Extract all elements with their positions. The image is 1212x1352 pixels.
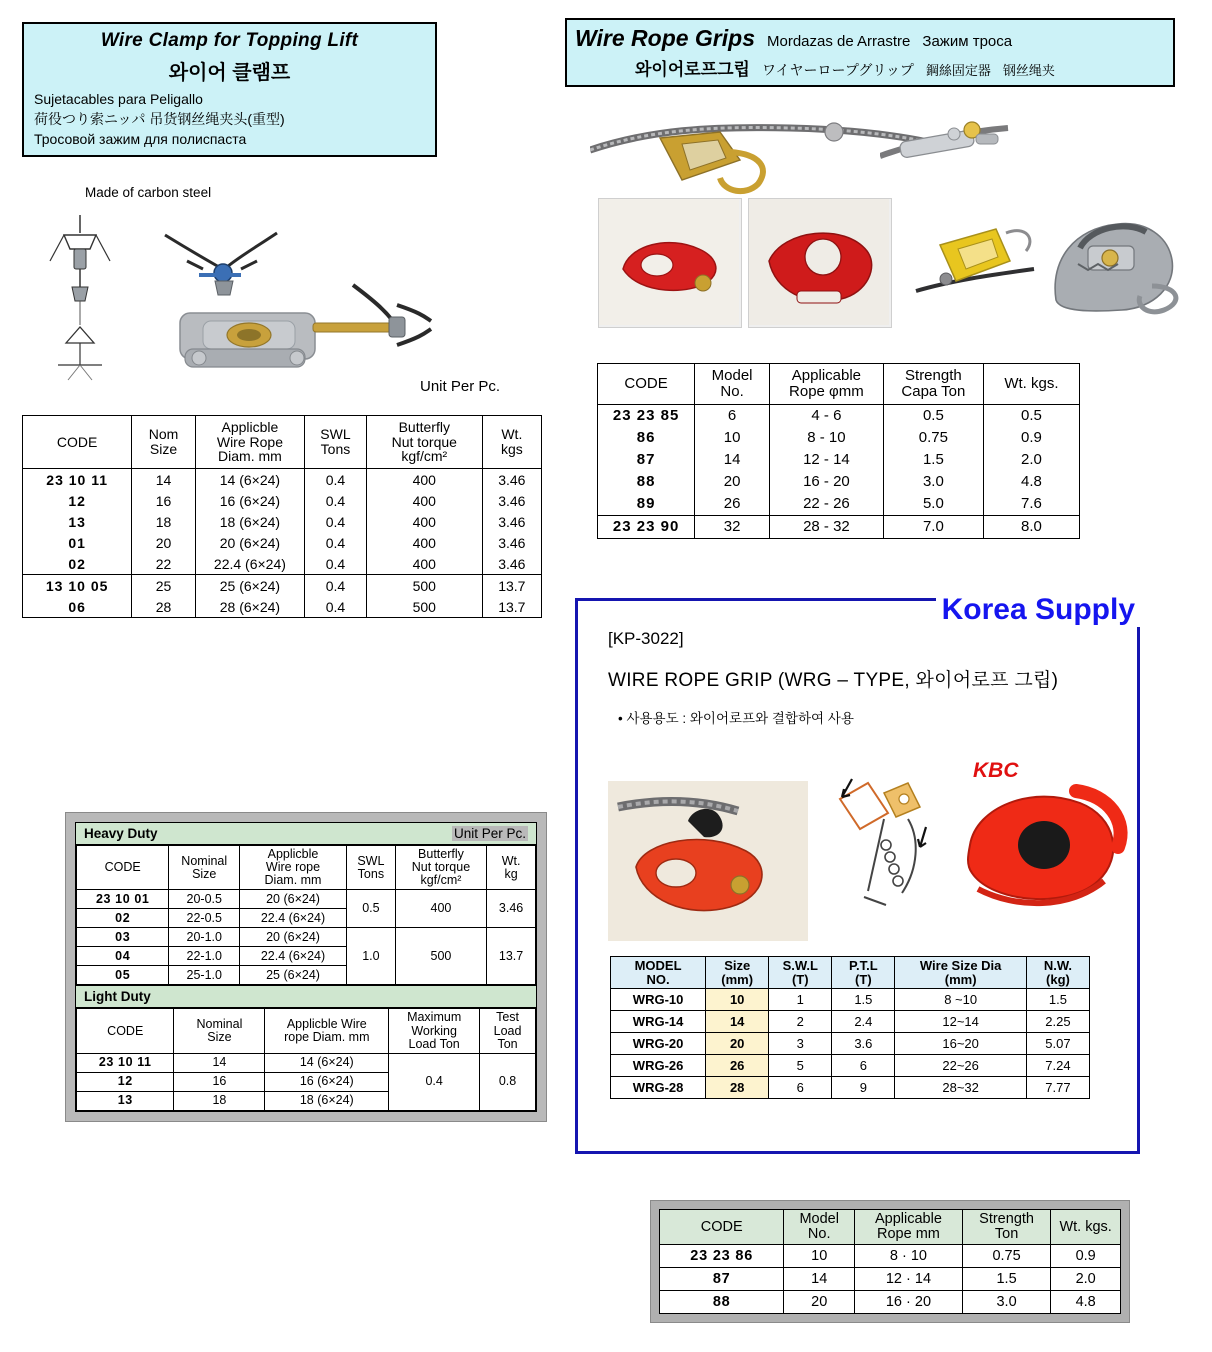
- table-row: 02 22-0.5 22.4 (6×24): [77, 909, 536, 928]
- table-row: 04 22-1.0 22.4 (6×24): [77, 947, 536, 966]
- col-code: CODE: [23, 416, 132, 469]
- col-wire-size-dia: Wire Size Dia (mm): [895, 957, 1027, 989]
- col-code: CODE: [77, 846, 169, 890]
- left-title-jp: 荷役つり索ニッパ 吊货钢丝绳夹头(重型): [34, 111, 285, 127]
- col-swl: SWL Tons: [346, 846, 395, 890]
- col-model-no: Model No.: [784, 1210, 855, 1245]
- table-row: 89 26 22 - 26 5.0 7.6: [598, 493, 1080, 516]
- right-title-kr: 와이어로프그립: [635, 60, 750, 79]
- table-row: 87 14 12 · 14 1.5 2.0: [660, 1268, 1121, 1291]
- col-size: Size (mm): [706, 957, 769, 989]
- made-of-note: Made of carbon steel: [85, 185, 212, 200]
- col-weight: Wt. kg: [487, 846, 536, 890]
- kp-3022-panel: [575, 593, 1140, 1154]
- table-row: 06 28 28 (6×24) 0.4 500 13.7: [23, 596, 542, 618]
- table-row: 23 23 86 10 8 · 10 0.75 0.9: [660, 1245, 1121, 1268]
- left-title-kr: 와이어 클램프: [168, 62, 291, 84]
- col-applicable-rope: Applicable Rope φmm: [769, 364, 883, 405]
- wrg-photo: [608, 781, 808, 941]
- left-title-es: Sujetacables para Peligallo: [34, 91, 203, 107]
- col-model-no: MODEL NO.: [611, 957, 706, 989]
- kp-title: WIRE ROPE GRIP (WRG – TYPE, 와이어로프 그립): [608, 670, 1059, 691]
- table-row: WRG-26 26 5 6 22~26 7.24: [611, 1055, 1090, 1077]
- col-rope-diam: Applicble Wire Rope Diam. mm: [195, 416, 304, 469]
- col-test-load: Test Load Ton: [480, 1009, 536, 1053]
- heavy-duty-band: [76, 823, 536, 845]
- kp-usage-note: • 사용용도 : 와이어로프와 결합하여 사용: [618, 711, 854, 726]
- rope-grip-photo-gold: [590, 108, 930, 198]
- col-nom-size: Nom Size: [132, 416, 196, 469]
- table-row: WRG-10 10 1 1.5 8 ~10 1.5: [611, 989, 1090, 1011]
- col-torque: Butterfly Nut torque kgf/cm²: [395, 846, 486, 890]
- table-row: 01 20 20 (6×24) 0.4 400 3.46: [23, 532, 542, 553]
- duty-unit-per-pc: Unit Per Pc.: [453, 826, 526, 841]
- kp-code: [KP-3022]: [608, 629, 684, 648]
- table-row: 88 20 16 · 20 3.0 4.8: [660, 1291, 1121, 1314]
- right-title-en: Wire Rope Grips: [575, 25, 755, 51]
- table-row: 12 16 16 (6×24) 0.4 400 3.46: [23, 490, 542, 511]
- col-code: CODE: [598, 364, 695, 405]
- table-row: 23 10 01 20-0.5 20 (6×24) 0.5 400 3.46: [77, 890, 536, 909]
- rope-grip-photo-silver: [880, 110, 1010, 190]
- col-ptl: P.T.L (T): [832, 957, 895, 989]
- wrg-specification-table: [610, 956, 1090, 1099]
- unit-per-pc-note: Unit Per Pc.: [420, 378, 501, 395]
- rope-grip-photo-red-2: [748, 198, 892, 328]
- heavy-duty-table: [76, 845, 536, 985]
- rope-grip-photo-red-1: [598, 198, 742, 328]
- main-specification-table: [22, 415, 542, 618]
- right-title-es: Mordazas de Arrastre: [767, 33, 911, 50]
- duty-panel: [65, 812, 547, 1122]
- right-specification-table: [597, 363, 1080, 539]
- col-swl: S.W.L (T): [769, 957, 832, 989]
- col-code: CODE: [660, 1210, 784, 1245]
- table-row: 23 10 11 14 14 (6×24) 0.4 400 3.46: [23, 469, 542, 491]
- table-row: 23 23 90 32 28 - 32 7.0 8.0: [598, 515, 1080, 538]
- right-header-box: [565, 18, 1175, 87]
- wire-clamp-photo: [145, 225, 435, 385]
- brand-korea-supply: Korea Supply: [936, 593, 1141, 627]
- col-swl: SWL Tons: [305, 416, 367, 469]
- table-row: 13 10 05 25 25 (6×24) 0.4 500 13.7: [23, 575, 542, 597]
- table-row: 86 10 8 - 10 0.75 0.9: [598, 427, 1080, 449]
- rigging-diagram-illustration: [40, 215, 120, 395]
- col-strength: Strength Capa Ton: [883, 364, 983, 405]
- rope-grip-photo-yellow: [910, 195, 1040, 325]
- table-row: 23 23 85 6 4 - 6 0.5 0.5: [598, 404, 1080, 427]
- table-row: WRG-28 28 6 9 28~32 7.77: [611, 1077, 1090, 1099]
- table-row: WRG-14 14 2 2.4 12~14 2.25: [611, 1011, 1090, 1033]
- col-rope-diam: Applicble Wire rope Diam. mm: [240, 846, 347, 890]
- col-weight: Wt. kgs.: [1051, 1210, 1121, 1245]
- right-title-jp: ワイヤーロープグリップ: [761, 62, 914, 78]
- left-title-ru: Тросовой зажим для полиспаста: [34, 131, 247, 147]
- col-weight: Wt. kgs.: [983, 364, 1079, 405]
- col-strength: Strength Ton: [962, 1210, 1050, 1245]
- col-model-no: Model No.: [695, 364, 770, 405]
- wrg-usage-diagram: [828, 773, 958, 923]
- table-row: 88 20 16 - 20 3.0 4.8: [598, 471, 1080, 493]
- table-row: 13 18 18 (6×24) 0.4 400 3.46: [23, 511, 542, 532]
- table-row: 13 18 18 (6×24): [77, 1091, 536, 1110]
- table-row: 23 10 11 14 14 (6×24) 0.4 0.8: [77, 1053, 536, 1072]
- col-max-working-load: Maximum Working Load Ton: [389, 1009, 480, 1053]
- col-weight: Wt. kgs: [482, 416, 541, 469]
- heavy-duty-label: Heavy Duty: [84, 826, 158, 841]
- table-row: 03 20-1.0 20 (6×24) 1.0 500 13.7: [77, 928, 536, 947]
- table-row: 87 14 12 - 14 1.5 2.0: [598, 449, 1080, 471]
- col-rope-diam: Applicble Wire rope Diam. mm: [265, 1009, 389, 1053]
- col-applicable-rope: Applicable Rope mm: [855, 1210, 963, 1245]
- rope-grip-photo-grey: [1026, 190, 1194, 330]
- col-nominal-size: Nominal Size: [169, 846, 240, 890]
- left-title-en: Wire Clamp for Topping Lift: [100, 30, 359, 51]
- col-net-weight: N.W. (kg): [1026, 957, 1089, 989]
- right-title-cn-tw: 鋼絲固定器: [925, 63, 991, 78]
- light-duty-table: [76, 1008, 536, 1110]
- right-title-cn: 钢丝绳夹: [1002, 63, 1055, 78]
- col-nominal-size: Nominal Size: [174, 1009, 265, 1053]
- light-duty-label: Light Duty: [84, 989, 151, 1005]
- table-row: 12 16 16 (6×24): [77, 1072, 536, 1091]
- left-header-box: [22, 22, 437, 157]
- table-row: 02 22 22.4 (6×24) 0.4 400 3.46: [23, 553, 542, 575]
- table-row: WRG-20 20 3 3.6 16~20 5.07: [611, 1033, 1090, 1055]
- bottom-specification-table: [659, 1209, 1121, 1314]
- light-duty-band: [76, 985, 536, 1008]
- bottom-specification-panel: [650, 1200, 1130, 1323]
- wrg-product-render: [958, 769, 1133, 929]
- right-title-ru: Зажим троса: [922, 33, 1013, 50]
- kbc-logo: KBC: [973, 759, 1019, 782]
- col-torque: Butterfly Nut torque kgf/cm²: [366, 416, 482, 469]
- col-code: CODE: [77, 1009, 174, 1053]
- table-row: 05 25-1.0 25 (6×24): [77, 966, 536, 985]
